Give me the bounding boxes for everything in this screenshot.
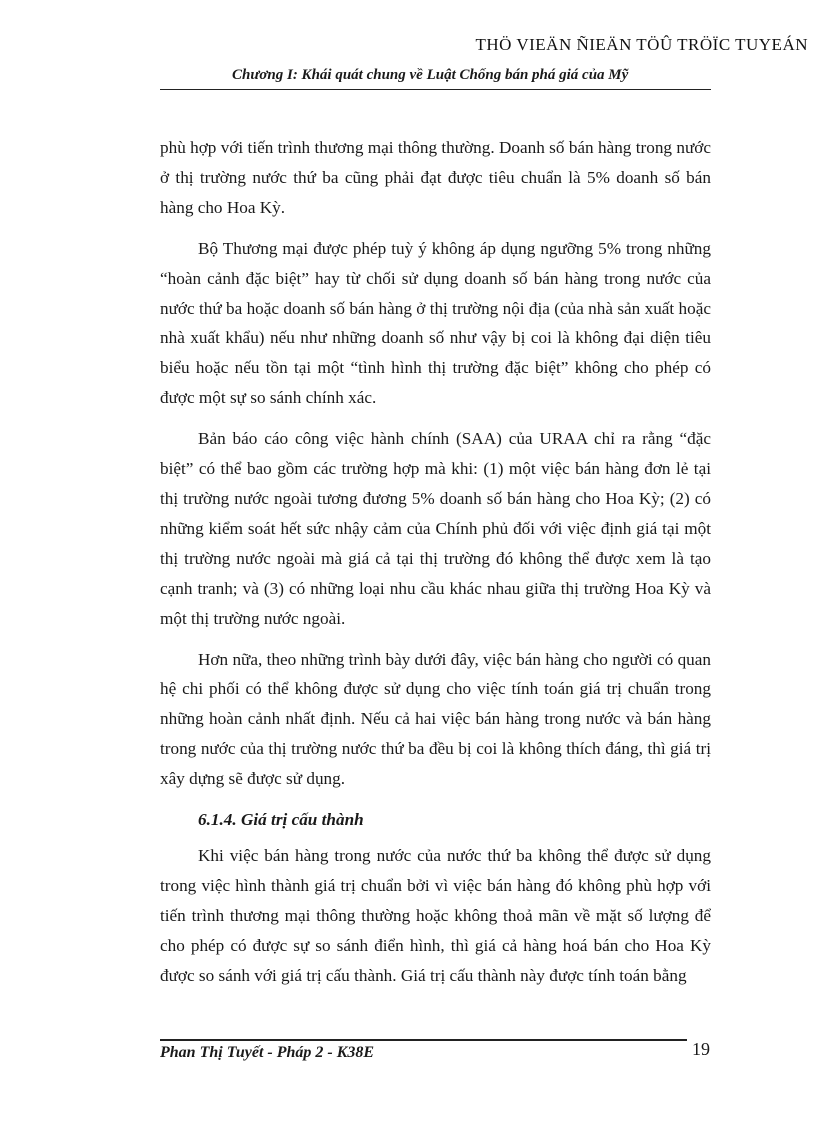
paragraph: Khi việc bán hàng trong nước của nước thứ ba không thể được sử dụng trong việc hình thành giá trị chuẩn bởi vì việc bán hàng đó không phù hợp với tiến trình thương mại thông thường hoặc không thoả mãn về mặt số lượng để cho phép có được sự so sánh điển hình, thì giá cả hàng hoá bán cho Hoa Kỳ được so sánh với giá trị cấu thành. Giá trị cấu thành này được tính toán bằng [160,845,711,985]
paragraph: Bản báo cáo công việc hành chính (SAA) của URAA chỉ ra rằng “đặc biệt” có thể bao gồm các trường hợp mà khi: (1) một việc bán hàng đơn lẻ tại thị trường nước ngoài tương đương 5% doanh số bán hàng cho Hoa Kỳ; (2) có những kiểm soát hết sức nhậy cảm của Chính phủ đối với việc định giá tại một thị trường nước ngoài mà giá cả tại thị trường đó không thể được xem là tạo cạnh tranh; và (3) có những loại nhu cầu khác nhau giữa thị trường Hoa Kỳ và một thị trường nước ngoài. [160,429,711,628]
page-number: 19 [692,1039,710,1059]
paragraph: Bộ Thương mại được phép tuỳ ý không áp dụng ngưỡng 5% trong những “hoàn cảnh đặc biệt” hay từ chối sử dụng doanh số bán hàng trong nước của nước thứ ba hoặc doanh số bán hàng ở thị trường nội địa (của nhà sản xuất hoặc nhà xuất khẩu) nếu như những doanh số như vậy bị coi là không đại diện tiêu biểu hoặc nếu tồn tại một “tình hình thị trường đặc biệt” không cho phép có được một sự so sánh chính xác. [160,238,711,408]
footer-rule [160,1039,687,1041]
section-heading: 6.1.4. Giá trị cấu thành [198,810,364,830]
chapter-title: Chương I: Khái quát chung về Luật Chống bán phá giá của Mỹ [232,67,629,83]
page-body [160,133,711,1001]
library-watermark: THÖ VIEÄN ÑIEÄN TÖÛ TRÖÏC TUYEÁN [475,35,808,54]
footer-author: Phan Thị Tuyết - Pháp 2 - K38E [160,1044,375,1061]
header-rule [160,89,711,90]
paragraph: Hơn nữa, theo những trình bày dưới đây, việc bán hàng cho người có quan hệ chi phối có thể không được sử dụng cho việc tính toán giá trị chuẩn trong những hoàn cảnh nhất định. Nếu cả hai việc bán hàng trong nước và bán hàng trong nước của thị trường nước thứ ba đều bị coi là không thích đáng, thì giá trị xây dựng sẽ được sử dụng. [160,649,711,789]
paragraph-continued: phù hợp với tiến trình thương mại thông thường. Doanh số bán hàng trong nước ở thị trường nước thứ ba cũng phải đạt được tiêu chuẩn là 5% doanh số bán hàng cho Hoa Kỳ. [160,138,711,217]
